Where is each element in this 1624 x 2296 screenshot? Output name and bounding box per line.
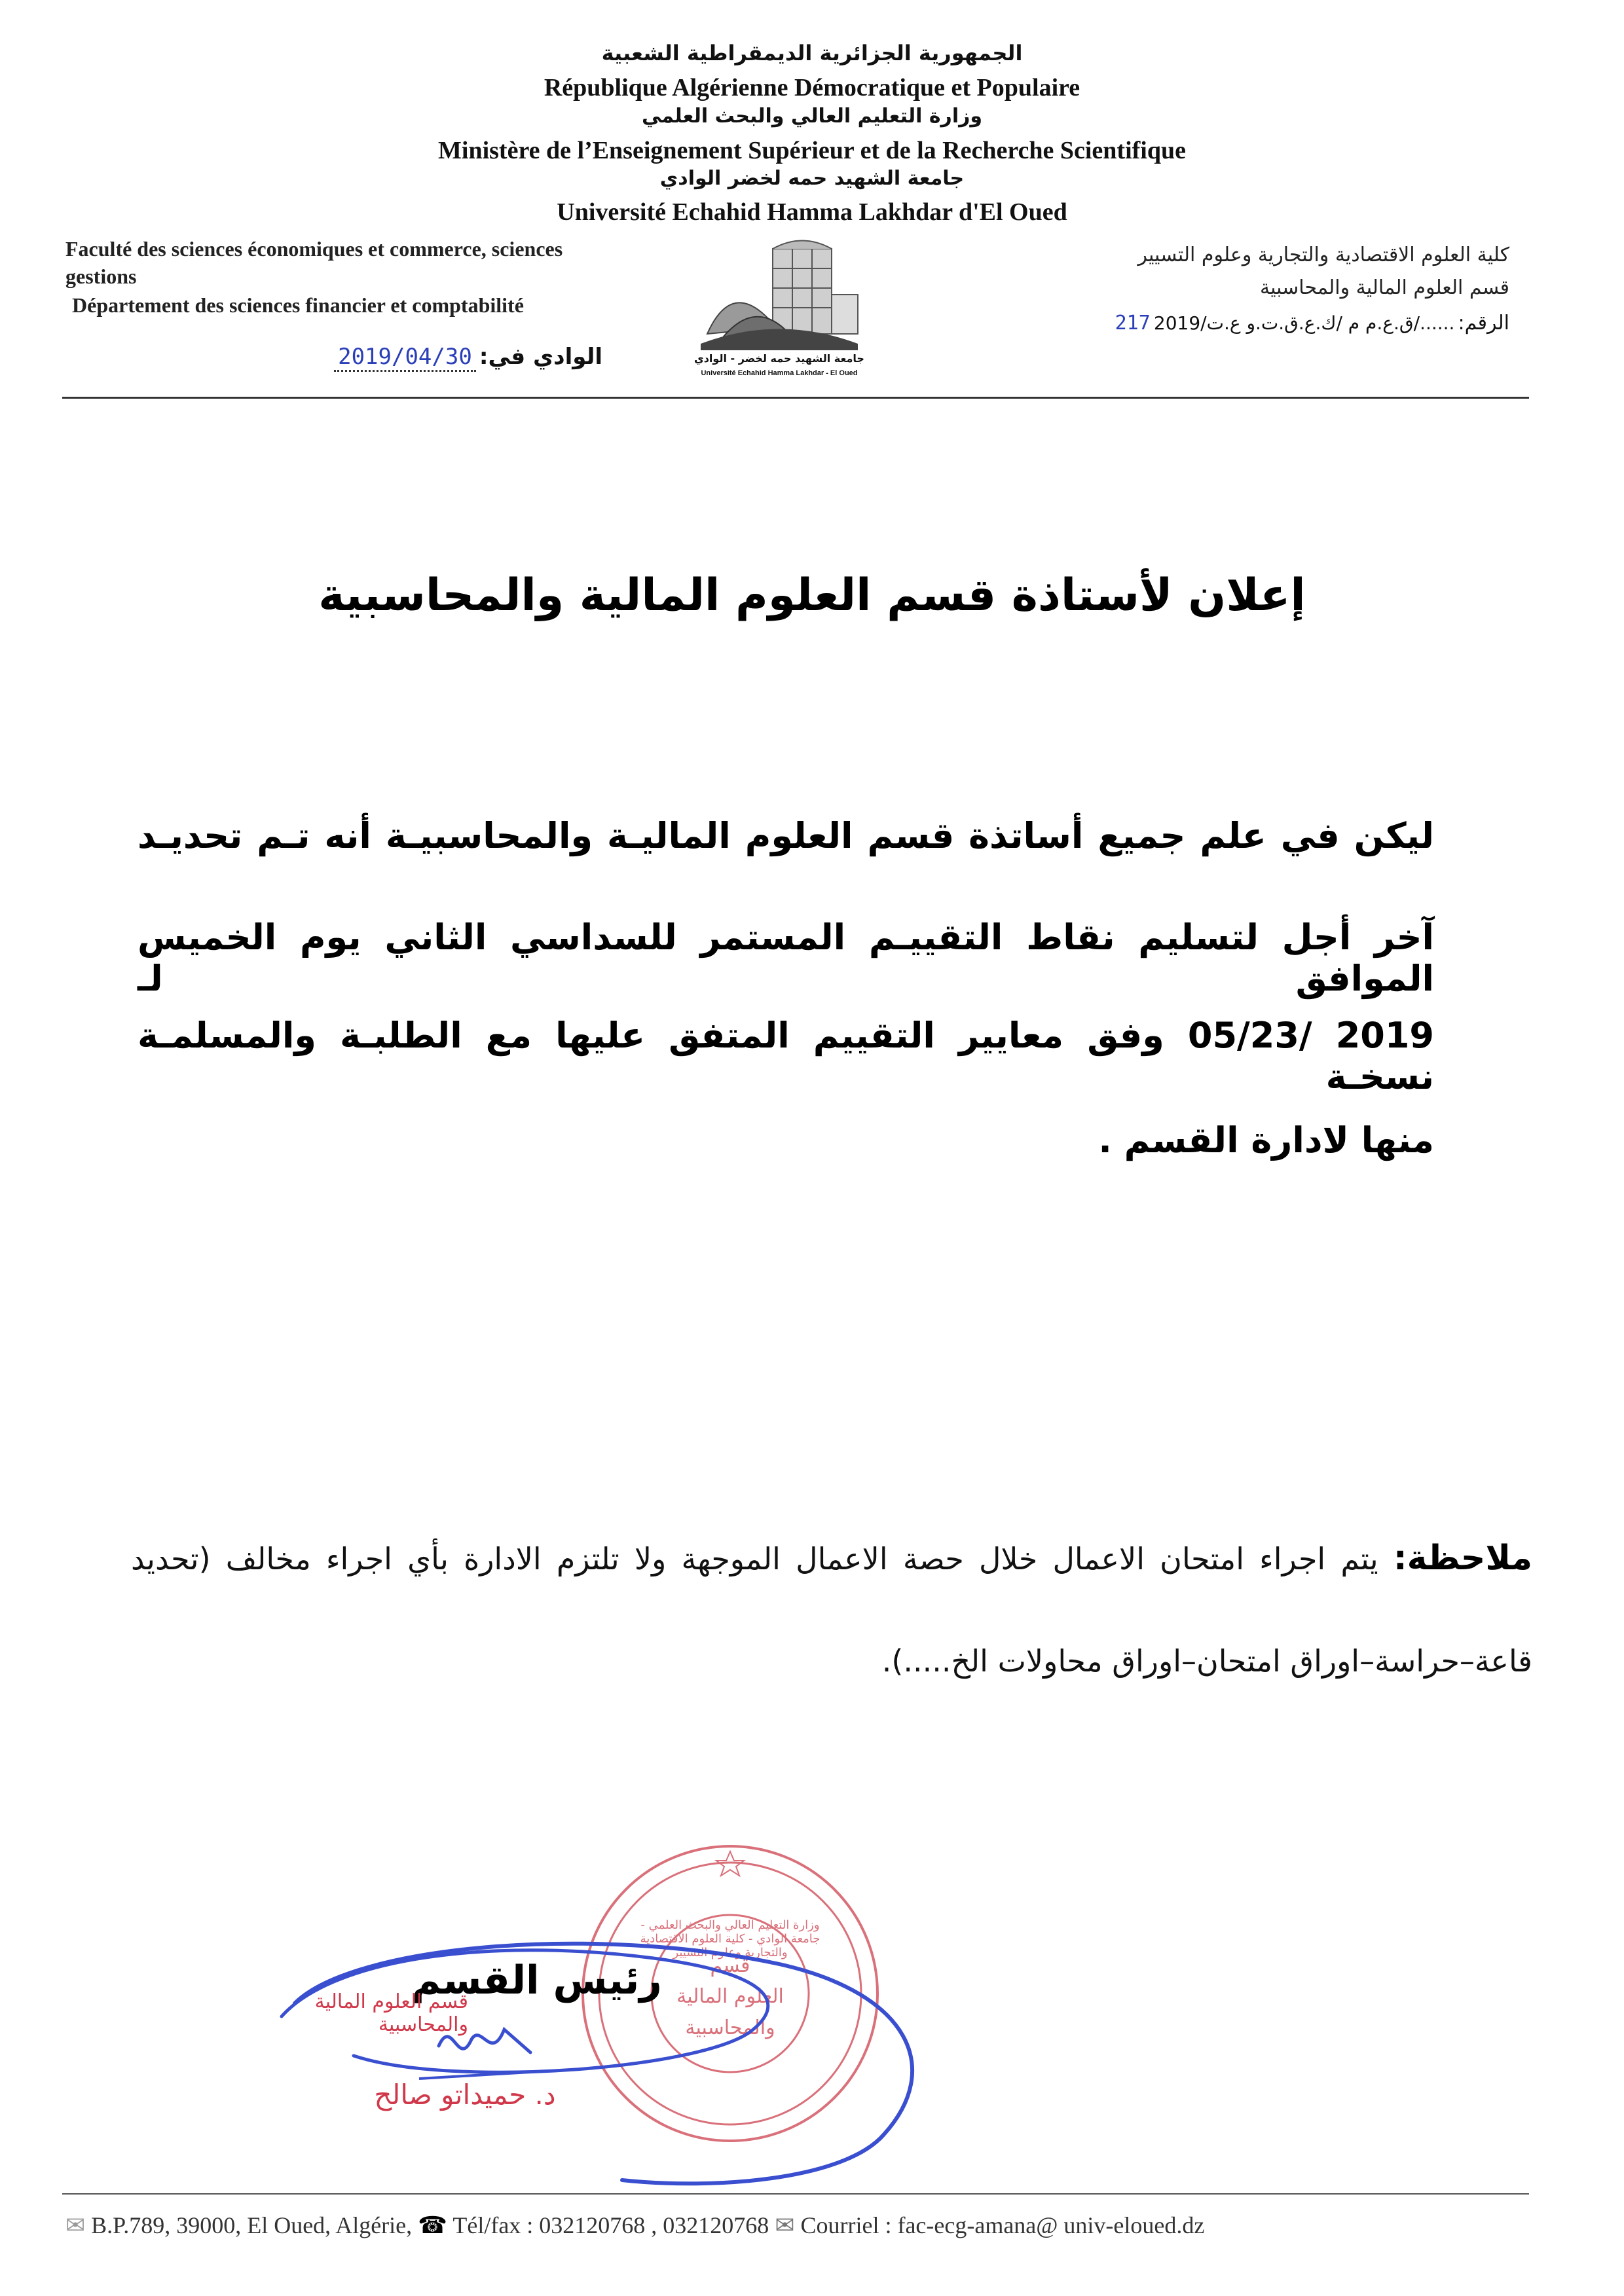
handwritten-signature [255, 1918, 950, 2193]
footer-address: B.P.789, 39000, El Oued, Algérie, [91, 2212, 413, 2238]
header-fr-university: Université Echahid Hamma Lakhdar d'El Oued [557, 198, 1067, 226]
header-fr-ministry: Ministère de l’Enseignement Supérieur et de la Recherche Scientifique [438, 137, 1186, 164]
body-line-4: منها لادارة القسم . [1098, 1120, 1434, 1161]
signature-title: رئيس القسم [412, 1958, 662, 2003]
signature-name: د. حميداتو صالح [374, 2079, 556, 2111]
date-line [196, 344, 602, 370]
note-text-1: يتم اجراء امتحان الاعمال خلال حصة الاعمال الموجهة ولا تلتزم الادارة بأي اجراء مخالف (تحديد [131, 1541, 1378, 1576]
faculty-fr-line2: gestions [65, 264, 137, 288]
reference-label: الرقم: [1458, 312, 1509, 335]
reference-number: ....../ق.ع.م م /ك.ع.ق.ت.و ع.ت/2019 [1153, 312, 1455, 334]
header-ar-republic: الجمهورية الجزائرية الديمقراطية الشعبية [601, 41, 1023, 65]
phone-icon: ☎ [418, 2212, 447, 2238]
reference-handwritten: 217 [1115, 312, 1151, 335]
faculty-ar: كلية العلوم الاقتصادية والتجارية وعلوم التسيير [1137, 244, 1509, 266]
date-handwritten: 2019/04/30 [334, 344, 476, 372]
logo-caption-ar: جامعة الشهيد حمه لخضر - الوادي [694, 352, 864, 365]
stamp-center-1: قسم [710, 1954, 750, 1977]
footer-contact [65, 2212, 1204, 2239]
email-icon: ✉ [775, 2212, 795, 2238]
note-label: ملاحظة: [1393, 1539, 1533, 1578]
reference-line [920, 312, 1509, 335]
note-line-2: قاعة–حراسة–اوراق امتحان–اوراق محاولات الخ.....). [881, 1643, 1532, 1679]
header-ar-university: جامعة الشهيد حمه لخضر الوادي [659, 167, 965, 190]
header-ar-ministry: وزارة التعليم العالي والبحث العلمي [641, 105, 983, 128]
date-label: الوادي في: [479, 344, 602, 370]
signature-stamp-dept: قسم العلوم المالية والمحاسبية [314, 1990, 468, 2036]
university-logo [694, 236, 864, 386]
announcement-title: إعلان لأستاذة قسم العلوم المالية والمحاسبية [318, 570, 1306, 621]
header-fr-republic: République Algérienne Démocratique et Populaire [544, 74, 1080, 101]
department-fr: Département des sciences financier et comptabilité [72, 293, 524, 317]
mail-envelope-icon: ✉ [65, 2212, 86, 2238]
body-line-3: 2019 /05/23 وفق معايير التقييم المتفق عليها مع الطلبـة والمسلمـة نسخـة [138, 1015, 1434, 1097]
stamp-center-3: والمحاسبية [685, 2016, 775, 2039]
department-ar: قسم العلوم المالية والمحاسبية [1259, 276, 1509, 299]
footer-email: Courriel : fac-ecg-amana@ univ-eloued.dz [800, 2212, 1205, 2238]
body-line-2: آخر أجل لتسليم نقاط التقييـم المستمر للسداسي الثاني يوم الخميس الموافق لـ [138, 917, 1434, 999]
body-line-1: ليكن في علم جميع أساتذة قسم العلوم الماليـة والمحاسبيـة أنه تـم تحديـد [138, 815, 1434, 856]
signature-scribble-icon [255, 1918, 950, 2193]
stamp-center-2: العلوم المالية [676, 1985, 784, 2008]
faculty-fr-line1: Faculté des sciences économiques et commerce, sciences [65, 237, 563, 261]
footer-phone: Tél/fax : 032120768 , 032120768 [452, 2212, 769, 2238]
footer-divider [62, 2193, 1529, 2195]
header-divider [62, 397, 1529, 399]
stamp-ring-text: وزارة التعليم العالي والبحث العلمي - جامعة الوادي - كلية العلوم الاقتصادية والتجارية وعلوم التسيير [640, 1918, 821, 1959]
logo-caption-fr: Université Echahid Hamma Lakhdar - El Oued [701, 369, 858, 377]
note-line-1 [131, 1539, 1532, 1578]
